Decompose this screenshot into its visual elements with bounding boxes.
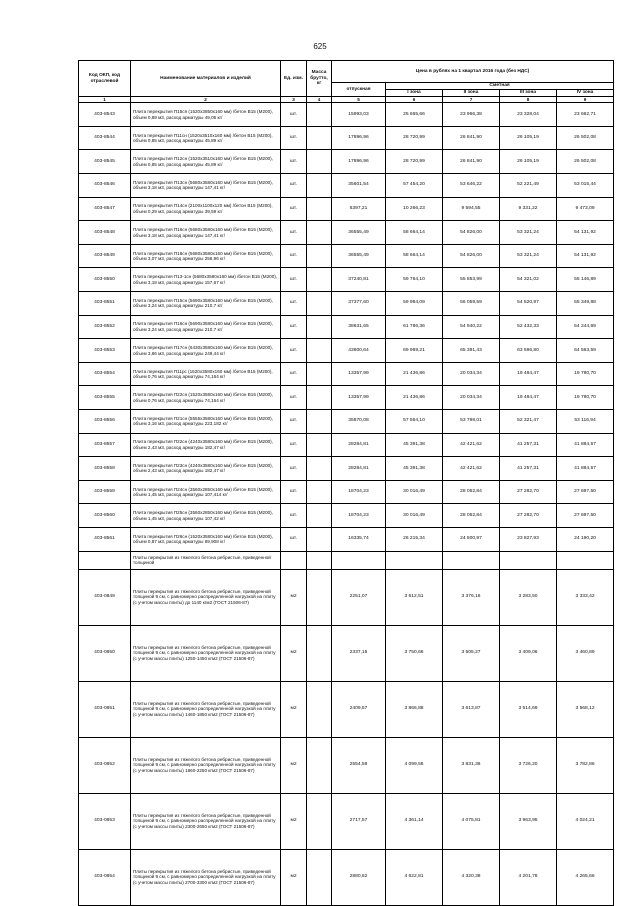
table-row bbox=[79, 551, 614, 569]
cell-zone-3-price: 3 283,50 bbox=[500, 569, 557, 625]
cell-name: Плита перекрытия П24сн (3560x2850x160 мм) /бетон B15 (M200), объем 1,45 м3, расход арматуры 107,414 кг/ bbox=[131, 480, 281, 504]
cell-zone-3-price: 53 321,24 bbox=[500, 221, 557, 245]
cell-otpusknaya-price: 2409,57 bbox=[332, 681, 386, 737]
cell-zone-4-price: 41 884,57 bbox=[557, 433, 614, 457]
cell-code: 403-8548 bbox=[79, 221, 131, 245]
cell-mass bbox=[307, 339, 332, 363]
cell-zone-2-price: 9 594,55 bbox=[443, 197, 500, 221]
cell-unit: шт. bbox=[281, 150, 307, 174]
table-row bbox=[79, 681, 614, 737]
cell-zone-2-price: 20 034,34 bbox=[443, 362, 500, 386]
cell-unit: м2 bbox=[281, 793, 307, 849]
cell-zone-3-price: 4 201,78 bbox=[500, 849, 557, 905]
cell-code: 403-8553 bbox=[79, 339, 131, 363]
table-row bbox=[79, 527, 614, 551]
cell-zone-3-price: 27 282,70 bbox=[500, 480, 557, 504]
table-header bbox=[79, 61, 614, 103]
cell-mass bbox=[307, 103, 332, 127]
header-name: Наименование материалов и изделий bbox=[131, 61, 281, 97]
cell-zone-3-price: 23 328,04 bbox=[500, 103, 557, 127]
cell-unit: шт. bbox=[281, 457, 307, 481]
cell-name: Плиты перекрытия из тяжелого бетона ребристые, приведенной толщиной 9 см, с равномерно распределенной нагрузкой на плиту (с учетом массы плиты) 1460-1850 кгм2 (ГОСТ 21506-87) bbox=[131, 681, 281, 737]
cell-zone-3-price: 9 331,22 bbox=[500, 197, 557, 221]
cell-zone-4-price: 54 131,92 bbox=[557, 244, 614, 268]
cell-unit: м2 bbox=[281, 681, 307, 737]
cell-otpusknaya-price: 17896,96 bbox=[332, 126, 386, 150]
table-row bbox=[79, 292, 614, 316]
cell-otpusknaya-price: 15993,03 bbox=[332, 103, 386, 127]
cell-otpusknaya-price: 28284,81 bbox=[332, 433, 386, 457]
cell-zone-3-price: 3 514,69 bbox=[500, 681, 557, 737]
cell-name: Плита перекрытия П16сн (5690x3580x160 мм) /бетон B15 (M200), объем 3,24 м3, расход арматуры 210,7 кг/ bbox=[131, 315, 281, 339]
cell-otpusknaya-price: 35601,54 bbox=[332, 174, 386, 198]
cell-mass bbox=[307, 150, 332, 174]
cell-zone-2-price: 20 034,34 bbox=[443, 386, 500, 410]
cell-mass bbox=[307, 569, 332, 625]
header-unit: Ед. изм. bbox=[281, 61, 307, 97]
header-smetnaya: Сметная bbox=[386, 83, 614, 90]
table-row bbox=[79, 386, 614, 410]
cell-name: Плита перекрытия П11сн (1520x3510x160 мм) /бетон B15 (M200), объем 0,85 м3, расход арматуры 45,89 кг/ bbox=[131, 126, 281, 150]
cell-zone-1-price: 28 720,99 bbox=[386, 126, 443, 150]
cell-otpusknaya-price: 43600,64 bbox=[332, 339, 386, 363]
cell-zone-3-price: 52 321,47 bbox=[500, 410, 557, 434]
cell-name: Плита перекрытия П16сн (5680x3580x160 мм) /бетон B15 (M200), объем 3,18 м3, расход арматуры 147,41 кг/ bbox=[131, 221, 281, 245]
cell-unit: шт. bbox=[281, 410, 307, 434]
cell-zone-2-price: 54 940,22 bbox=[443, 315, 500, 339]
table-row bbox=[79, 433, 614, 457]
cell-zone-3-price: 54 321,02 bbox=[500, 268, 557, 292]
table-row bbox=[79, 339, 614, 363]
cell-unit: шт. bbox=[281, 292, 307, 316]
cell-code: 403-0850 bbox=[79, 625, 131, 681]
table-row bbox=[79, 197, 614, 221]
col-number: 7 bbox=[443, 97, 500, 103]
cell-code: 403-8545 bbox=[79, 150, 131, 174]
cell-otpusknaya-price: 6397,21 bbox=[332, 197, 386, 221]
col-number: 4 bbox=[307, 97, 332, 103]
cell-zone-1-price: 3 750,66 bbox=[386, 625, 443, 681]
cell-zone-1-price bbox=[386, 551, 443, 569]
cell-zone-4-price: 53 116,94 bbox=[557, 410, 614, 434]
cell-otpusknaya-price: 38631,65 bbox=[332, 315, 386, 339]
cell-unit: шт. bbox=[281, 386, 307, 410]
cell-zone-1-price: 59 764,10 bbox=[386, 268, 443, 292]
header-code: Код ОКП, код отраслевой bbox=[79, 61, 131, 97]
cell-zone-2-price: 42 421,62 bbox=[443, 457, 500, 481]
header-zone-1: I зона bbox=[386, 90, 443, 97]
cell-code: 403-8560 bbox=[79, 504, 131, 528]
cell-zone-4-price: 64 563,59 bbox=[557, 339, 614, 363]
table-row bbox=[79, 793, 614, 849]
cell-zone-4-price: 54 131,92 bbox=[557, 221, 614, 245]
header-zone-2: II зона bbox=[443, 90, 500, 97]
cell-zone-2-price: 55 853,99 bbox=[443, 268, 500, 292]
cell-zone-1-price: 59 984,09 bbox=[386, 292, 443, 316]
cell-zone-1-price: 21 436,86 bbox=[386, 362, 443, 386]
cell-mass bbox=[307, 386, 332, 410]
table-row bbox=[79, 625, 614, 681]
cell-otpusknaya-price: 18704,23 bbox=[332, 504, 386, 528]
cell-zone-1-price: 21 436,86 bbox=[386, 386, 443, 410]
cell-zone-4-price: 3 460,89 bbox=[557, 625, 614, 681]
table-row bbox=[79, 221, 614, 245]
cell-mass bbox=[307, 292, 332, 316]
cell-otpusknaya-price bbox=[332, 551, 386, 569]
cell-unit: шт. bbox=[281, 433, 307, 457]
cell-code: 403-8555 bbox=[79, 386, 131, 410]
cell-zone-2-price: 54 826,00 bbox=[443, 244, 500, 268]
cell-zone-1-price: 28 720,99 bbox=[386, 150, 443, 174]
cell-zone-2-price: 42 421,62 bbox=[443, 433, 500, 457]
cell-zone-1-price: 25 665,66 bbox=[386, 103, 443, 127]
cell-name: Плиты перекрытия из тяжелого бетона ребристые, приведенной толщиной 9 см, с равномерно распределенной нагрузкой на плиту (с учетом массы плиты) 1250-1450 кгм2 (ГОСТ 21506-87) bbox=[131, 625, 281, 681]
cell-unit: м2 bbox=[281, 625, 307, 681]
cell-zone-1-price: 10 266,23 bbox=[386, 197, 443, 221]
cell-zone-2-price bbox=[443, 551, 500, 569]
cell-zone-4-price: 24 190,20 bbox=[557, 527, 614, 551]
cell-zone-4-price: 3 568,12 bbox=[557, 681, 614, 737]
cell-otpusknaya-price: 37240,81 bbox=[332, 268, 386, 292]
cell-mass bbox=[307, 174, 332, 198]
cell-otpusknaya-price: 36555,49 bbox=[332, 244, 386, 268]
cell-mass bbox=[307, 849, 332, 905]
cell-zone-3-price: 19 484,47 bbox=[500, 386, 557, 410]
cell-mass bbox=[307, 681, 332, 737]
cell-unit: м2 bbox=[281, 737, 307, 793]
header-mass: Масса брутто, кг bbox=[307, 61, 332, 97]
cell-unit: шт. bbox=[281, 197, 307, 221]
cell-zone-4-price: 53 015,44 bbox=[557, 174, 614, 198]
cell-zone-2-price: 4 075,81 bbox=[443, 793, 500, 849]
table-row bbox=[79, 849, 614, 905]
cell-code bbox=[79, 551, 131, 569]
cell-name: Плита перекрытия П15ся (1520x3850x160 мм) /бетон B15 (M200), объем 0,89 м3, расход арматуры 49,05 кг/ bbox=[131, 103, 281, 127]
cell-zone-3-price: 63 596,80 bbox=[500, 339, 557, 363]
table-row bbox=[79, 268, 614, 292]
cell-name: Плита перекрытия П22сн (1520x3580x160 мм) /бетон B15 (M200), объем 0,76 м3, расход арматуры 74,164 кг/ bbox=[131, 386, 281, 410]
cell-zone-4-price bbox=[557, 551, 614, 569]
cell-otpusknaya-price: 2251,07 bbox=[332, 569, 386, 625]
cell-name: Плита перекрытия П25сн (3560x2850x160 мм) /бетон B15 (M200), объем 1,45 м3, расход арматуры 107,42 кг/ bbox=[131, 504, 281, 528]
table-row bbox=[79, 504, 614, 528]
cell-unit: шт. bbox=[281, 103, 307, 127]
cell-code: 403-0852 bbox=[79, 737, 131, 793]
cell-zone-4-price: 26 502,08 bbox=[557, 150, 614, 174]
cell-otpusknaya-price: 2554,58 bbox=[332, 737, 386, 793]
header-otpusknaya: отпускная bbox=[332, 83, 386, 97]
cell-mass bbox=[307, 315, 332, 339]
cell-name: Плита перекрытия П13-1сн (5680x3580x160 мм) /бетон B15 (M200), объем 3,18 м3, расход арматуры 157,67 кг/ bbox=[131, 268, 281, 292]
cell-zone-1-price: 58 664,14 bbox=[386, 221, 443, 245]
cell-zone-2-price: 26 841,90 bbox=[443, 126, 500, 150]
cell-name: Плита перекрытия П22сн (4240x3580x160 мм) /бетон B15 (M200), объем 2,43 м3, расход арматуры 182,47 кг/ bbox=[131, 433, 281, 457]
cell-zone-2-price: 26 841,90 bbox=[443, 150, 500, 174]
cell-code: 403-8551 bbox=[79, 292, 131, 316]
cell-zone-3-price: 41 257,31 bbox=[500, 457, 557, 481]
cell-zone-2-price: 3 831,36 bbox=[443, 737, 500, 793]
cell-unit: шт. bbox=[281, 339, 307, 363]
table-row bbox=[79, 126, 614, 150]
cell-name: Плиты перекрытия из тяжелого бетона ребристые, приведенной толщиной 9 см, с равномерно распределенной нагрузкой на плиту (с учетом массы плиты) до 1140 кгм2 (ГОСТ 21506-87) bbox=[131, 569, 281, 625]
cell-zone-1-price: 3 866,88 bbox=[386, 681, 443, 737]
cell-zone-2-price: 53 646,22 bbox=[443, 174, 500, 198]
cell-mass bbox=[307, 362, 332, 386]
cell-zone-2-price: 54 826,00 bbox=[443, 221, 500, 245]
cell-zone-1-price: 57 454,20 bbox=[386, 174, 443, 198]
cell-mass bbox=[307, 737, 332, 793]
cell-otpusknaya-price: 37377,60 bbox=[332, 292, 386, 316]
cell-unit: шт. bbox=[281, 504, 307, 528]
cell-zone-1-price: 58 664,14 bbox=[386, 244, 443, 268]
cell-zone-4-price: 55 146,89 bbox=[557, 268, 614, 292]
cell-mass bbox=[307, 268, 332, 292]
table-row bbox=[79, 569, 614, 625]
cell-name: Плиты перекрытия из тяжелого бетона ребристые, приведенной толщиной 9 см, с равномерно распределенной нагрузкой на плиту (с учетом массы плиты) 1860-2250 кгм2 (ГОСТ 21506-87) bbox=[131, 737, 281, 793]
cell-name: Плита перекрытия П13сн (5680x3580x160 мм) /бетон B15 (M200), объем 3,18 м3, расход арматуры 147,41 кг/ bbox=[131, 174, 281, 198]
cell-zone-4-price: 27 697,50 bbox=[557, 504, 614, 528]
cell-zone-3-price bbox=[500, 551, 557, 569]
cell-zone-2-price: 4 320,38 bbox=[443, 849, 500, 905]
cell-otpusknaya-price: 28284,81 bbox=[332, 457, 386, 481]
cell-unit: м2 bbox=[281, 849, 307, 905]
cell-name: Плиты перекрытия из тяжелого бетона ребристые, приведенной толщиной 9 см, с равномерно распределенной нагрузкой на плиту (с учетом массы плиты) 2700-3300 кгм2 (ГОСТ 21506-87) bbox=[131, 849, 281, 905]
col-number: 5 bbox=[332, 97, 386, 103]
cell-otpusknaya-price: 2880,62 bbox=[332, 849, 386, 905]
cell-unit: м2 bbox=[281, 569, 307, 625]
cell-zone-3-price: 52 221,49 bbox=[500, 174, 557, 198]
cell-zone-1-price: 30 016,49 bbox=[386, 480, 443, 504]
table-row bbox=[79, 410, 614, 434]
cell-name: Плита перекрытия П17сн (6430x3580x160 мм) /бетон B15 (M200), объем 3,66 м3, расход арматуры 249,44 кг/ bbox=[131, 339, 281, 363]
cell-code: 403-0849 bbox=[79, 569, 131, 625]
cell-otpusknaya-price: 2337,15 bbox=[332, 625, 386, 681]
cell-zone-3-price: 27 282,70 bbox=[500, 504, 557, 528]
cell-otpusknaya-price: 35870,08 bbox=[332, 410, 386, 434]
cell-zone-3-price: 52 432,33 bbox=[500, 315, 557, 339]
cell-zone-4-price: 9 473,09 bbox=[557, 197, 614, 221]
cell-zone-4-price: 55 349,88 bbox=[557, 292, 614, 316]
col-number: 2 bbox=[131, 97, 281, 103]
cell-name: Плита перекрытия П11рс (1520x3580x160 мм) /бетон B15 (M200), объем 0,76 м3, расход арматуры 74,164 кг/ bbox=[131, 362, 281, 386]
cell-name: Плита перекрытия П21сн (5555x3580x160 мм) /бетон B15 (M200), объем 3,16 м3, расход арматуры 223,182 кг/ bbox=[131, 410, 281, 434]
cell-code: 403-8549 bbox=[79, 244, 131, 268]
cell-zone-2-price: 53 798,01 bbox=[443, 410, 500, 434]
cell-zone-1-price: 61 786,36 bbox=[386, 315, 443, 339]
cell-zone-2-price: 28 052,84 bbox=[443, 504, 500, 528]
cell-otpusknaya-price: 13357,99 bbox=[332, 386, 386, 410]
cell-zone-2-price: 56 059,59 bbox=[443, 292, 500, 316]
cell-mass bbox=[307, 527, 332, 551]
cell-mass bbox=[307, 433, 332, 457]
cell-unit: шт. bbox=[281, 244, 307, 268]
table-row bbox=[79, 244, 614, 268]
cell-code: 403-8550 bbox=[79, 268, 131, 292]
cell-zone-4-price: 26 502,08 bbox=[557, 126, 614, 150]
cell-unit: шт. bbox=[281, 527, 307, 551]
cell-code: 403-8544 bbox=[79, 126, 131, 150]
cell-zone-1-price: 4 622,81 bbox=[386, 849, 443, 905]
cell-mass bbox=[307, 197, 332, 221]
cell-code: 403-8547 bbox=[79, 197, 131, 221]
header-zone-4: IV зона bbox=[557, 90, 614, 97]
table-row bbox=[79, 457, 614, 481]
cell-otpusknaya-price: 17896,96 bbox=[332, 150, 386, 174]
cell-zone-3-price: 3 726,20 bbox=[500, 737, 557, 793]
cell-zone-3-price: 26 105,19 bbox=[500, 150, 557, 174]
col-number: 1 bbox=[79, 97, 131, 103]
col-number: 3 bbox=[281, 97, 307, 103]
cell-zone-3-price: 26 105,19 bbox=[500, 126, 557, 150]
cell-zone-1-price: 45 391,38 bbox=[386, 433, 443, 457]
cell-name: Плиты перекрытия из тяжелого бетона ребристые, приведенной толщиной bbox=[131, 551, 281, 569]
table-row bbox=[79, 480, 614, 504]
col-number: 6 bbox=[386, 97, 443, 103]
cell-zone-3-price: 41 257,31 bbox=[500, 433, 557, 457]
cell-zone-4-price: 54 244,69 bbox=[557, 315, 614, 339]
col-number: 9 bbox=[557, 97, 614, 103]
table-row bbox=[79, 174, 614, 198]
table-row bbox=[79, 150, 614, 174]
cell-zone-2-price: 3 376,16 bbox=[443, 569, 500, 625]
cell-zone-4-price: 23 662,71 bbox=[557, 103, 614, 127]
cell-code: 403-0853 bbox=[79, 793, 131, 849]
cell-zone-4-price: 19 780,70 bbox=[557, 386, 614, 410]
cell-unit: шт. bbox=[281, 174, 307, 198]
cell-name: Плита перекрытия П18сн (5680x3580x160 мм) /бетон B15 (M200), объем 3,07 м3, расход арматуры 256,96 кг/ bbox=[131, 244, 281, 268]
cell-unit: шт. bbox=[281, 221, 307, 245]
table-body bbox=[79, 103, 614, 905]
cell-mass bbox=[307, 793, 332, 849]
cell-unit bbox=[281, 551, 307, 569]
cell-zone-4-price: 27 697,50 bbox=[557, 480, 614, 504]
cell-zone-4-price: 3 333,42 bbox=[557, 569, 614, 625]
cell-zone-3-price: 3 409,06 bbox=[500, 625, 557, 681]
cell-mass bbox=[307, 480, 332, 504]
col-number: 8 bbox=[500, 97, 557, 103]
cell-name: Плита перекрытия П12сн (1520x3510x160 мм) /бетон B15 (M200), объем 0,85 м3, расход арматуры 45,89 кг/ bbox=[131, 150, 281, 174]
cell-otpusknaya-price: 16335,74 bbox=[332, 527, 386, 551]
cell-code: 403-8554 bbox=[79, 362, 131, 386]
cell-code: 403-8561 bbox=[79, 527, 131, 551]
cell-mass bbox=[307, 551, 332, 569]
cell-zone-3-price: 23 827,93 bbox=[500, 527, 557, 551]
header-zone-3: III зона bbox=[500, 90, 557, 97]
cell-zone-2-price: 3 505,27 bbox=[443, 625, 500, 681]
cell-zone-1-price: 4 099,56 bbox=[386, 737, 443, 793]
cell-mass bbox=[307, 244, 332, 268]
cell-zone-4-price: 4 024,21 bbox=[557, 793, 614, 849]
cell-code: 403-8559 bbox=[79, 480, 131, 504]
cell-code: 403-0854 bbox=[79, 849, 131, 905]
cell-zone-4-price: 3 782,86 bbox=[557, 737, 614, 793]
cell-unit: шт. bbox=[281, 480, 307, 504]
cell-zone-3-price: 53 321,24 bbox=[500, 244, 557, 268]
cell-otpusknaya-price: 2717,57 bbox=[332, 793, 386, 849]
cell-mass bbox=[307, 410, 332, 434]
cell-zone-2-price: 28 052,84 bbox=[443, 480, 500, 504]
cell-code: 403-0851 bbox=[79, 681, 131, 737]
cell-zone-1-price: 30 016,49 bbox=[386, 504, 443, 528]
cell-mass bbox=[307, 126, 332, 150]
cell-zone-3-price: 54 520,97 bbox=[500, 292, 557, 316]
cell-zone-1-price: 69 969,21 bbox=[386, 339, 443, 363]
table-row bbox=[79, 103, 614, 127]
cell-name: Плита перекрытия П15сн (5690x3580x160 мм) /бетон B15 (M200), объем 3,24 м3, расход арматуры 210,7 кг/ bbox=[131, 292, 281, 316]
cell-code: 403-8543 bbox=[79, 103, 131, 127]
cell-zone-4-price: 4 265,66 bbox=[557, 849, 614, 905]
cell-otpusknaya-price: 13357,99 bbox=[332, 362, 386, 386]
cell-code: 403-8552 bbox=[79, 315, 131, 339]
cell-mass bbox=[307, 625, 332, 681]
cell-mass bbox=[307, 504, 332, 528]
header-price-group: Цена в рублях на 1 квартал 2016 года (без НДС) bbox=[332, 61, 614, 83]
cell-zone-3-price: 19 484,47 bbox=[500, 362, 557, 386]
cell-name: Плита перекрытия П26сн (1520x3580x160 мм) /бетон B15 (M200), объем 0,87 м3, расход арматуры 69,908 кг/ bbox=[131, 527, 281, 551]
cell-zone-1-price: 3 612,51 bbox=[386, 569, 443, 625]
table-row bbox=[79, 362, 614, 386]
price-table bbox=[78, 60, 614, 906]
cell-name: Плиты перекрытия из тяжелого бетона ребристые, приведенной толщиной 9 см, с равномерно распределенной нагрузкой на плиту (с учетом массы плиты) 2300-2650 кгм2 (ГОСТ 21506-87) bbox=[131, 793, 281, 849]
cell-code: 403-8546 bbox=[79, 174, 131, 198]
cell-otpusknaya-price: 18704,23 bbox=[332, 480, 386, 504]
page-number: 625 bbox=[313, 42, 327, 51]
cell-code: 403-8557 bbox=[79, 433, 131, 457]
cell-unit: шт. bbox=[281, 362, 307, 386]
cell-zone-3-price: 3 963,95 bbox=[500, 793, 557, 849]
cell-zone-2-price: 3 613,87 bbox=[443, 681, 500, 737]
cell-unit: шт. bbox=[281, 315, 307, 339]
cell-otpusknaya-price: 36555,49 bbox=[332, 221, 386, 245]
cell-zone-2-price: 24 500,97 bbox=[443, 527, 500, 551]
cell-unit: шт. bbox=[281, 126, 307, 150]
cell-zone-1-price: 45 391,38 bbox=[386, 457, 443, 481]
cell-zone-4-price: 19 780,70 bbox=[557, 362, 614, 386]
cell-code: 403-8556 bbox=[79, 410, 131, 434]
cell-zone-4-price: 41 884,57 bbox=[557, 457, 614, 481]
table-row bbox=[79, 315, 614, 339]
cell-mass bbox=[307, 457, 332, 481]
cell-zone-1-price: 57 564,10 bbox=[386, 410, 443, 434]
cell-code: 403-8558 bbox=[79, 457, 131, 481]
cell-mass bbox=[307, 221, 332, 245]
cell-zone-2-price: 65 391,43 bbox=[443, 339, 500, 363]
cell-unit: шт. bbox=[281, 268, 307, 292]
cell-zone-1-price: 4 361,14 bbox=[386, 793, 443, 849]
table-row bbox=[79, 737, 614, 793]
cell-name: Плита перекрытия П14сн (2100x1100x120 мм) /бетон B15 (M200), объем 0,29 м3, расход арматуры 39,59 кг/ bbox=[131, 197, 281, 221]
cell-zone-2-price: 23 966,38 bbox=[443, 103, 500, 127]
cell-name: Плита перекрытия П23сн (4240x3580x160 мм) /бетон B15 (M200), объем 2,43 м3, расход арматуры 182,47 кг/ bbox=[131, 457, 281, 481]
cell-zone-1-price: 26 215,34 bbox=[386, 527, 443, 551]
